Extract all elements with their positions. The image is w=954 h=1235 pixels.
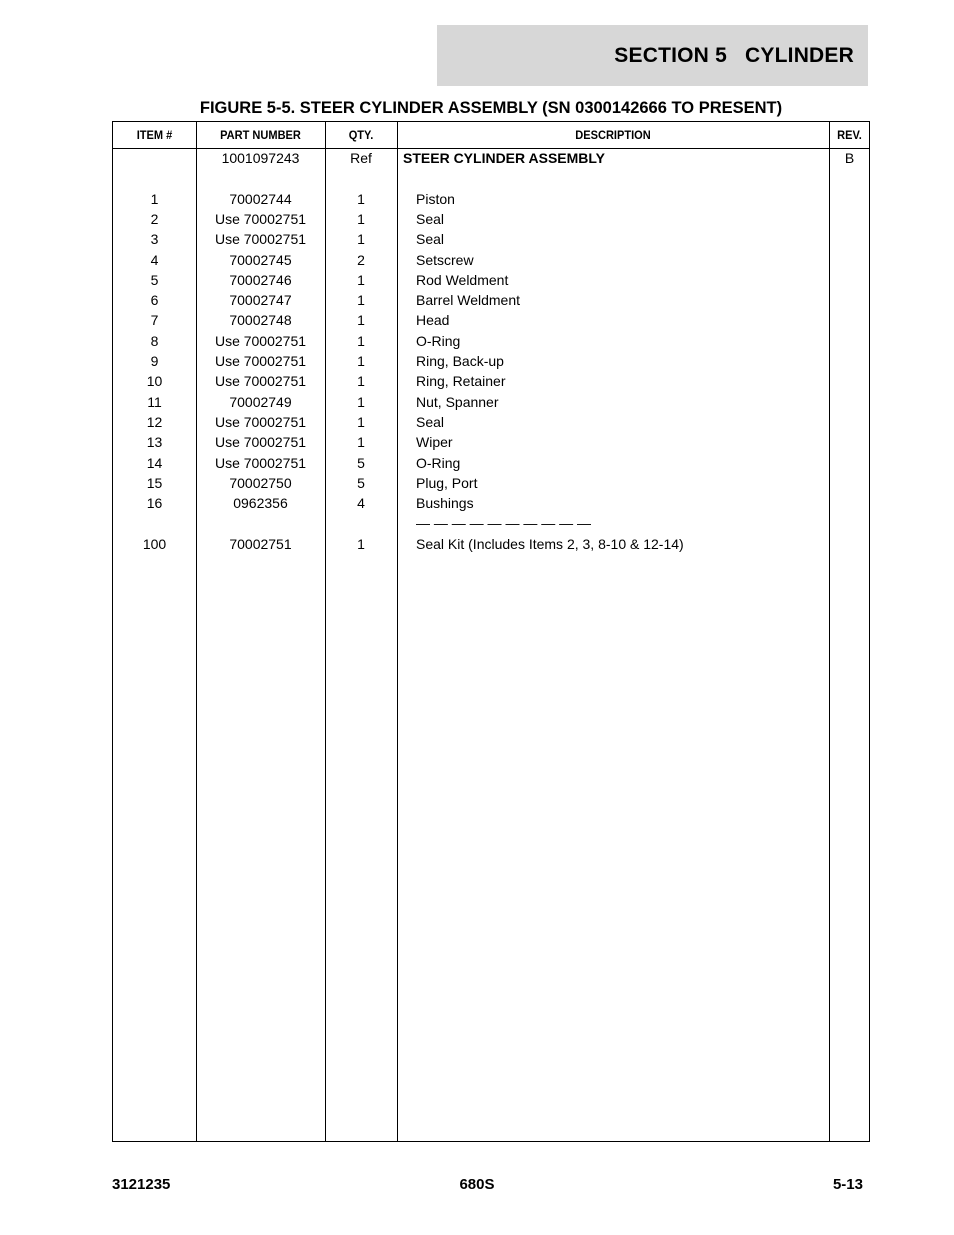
header-part-number: PART NUMBER <box>220 128 301 142</box>
part-number: Use 70002751 <box>214 373 307 390</box>
section-title: SECTION 5 CYLINDER <box>614 43 854 67</box>
part-number: 70002744 <box>229 190 292 207</box>
item-number: 2 <box>150 210 159 227</box>
table-row <box>113 513 869 533</box>
item-number: 5 <box>150 271 159 288</box>
header-description: DESCRIPTION <box>575 128 651 142</box>
item-number: 11 <box>147 393 162 410</box>
table-row <box>113 290 869 310</box>
quantity: 4 <box>357 495 365 512</box>
part-number: 70002751 <box>229 535 292 552</box>
quantity: 5 <box>357 474 365 491</box>
part-number: 0962356 <box>233 495 288 512</box>
part-number: Use 70002751 <box>214 413 307 430</box>
table-row <box>113 412 869 432</box>
header-item: ITEM # <box>136 128 173 142</box>
description: Ring, Retainer <box>416 373 506 390</box>
part-number: Use 70002751 <box>214 231 307 248</box>
quantity: 5 <box>357 454 365 471</box>
description: Nut, Spanner <box>416 393 499 410</box>
description: Seal <box>416 413 445 430</box>
description: Ring, Back-up <box>416 353 504 369</box>
table-row <box>113 453 869 473</box>
table-row <box>113 493 869 513</box>
description: STEER CYLINDER ASSEMBLY <box>403 150 605 166</box>
part-number: Use 70002751 <box>214 332 307 349</box>
description: Wiper <box>416 434 453 451</box>
item-number: 1 <box>150 190 159 207</box>
quantity: 2 <box>357 251 365 268</box>
item-number: 13 <box>146 434 163 451</box>
quantity: 1 <box>357 413 365 430</box>
item-number: 15 <box>146 474 163 491</box>
quantity: 1 <box>357 434 365 451</box>
table-row <box>113 371 869 391</box>
table-row <box>113 432 869 452</box>
quantity: 1 <box>357 190 365 207</box>
section-header <box>437 25 868 86</box>
table-row <box>113 392 869 412</box>
footer-model: 680S <box>459 1176 495 1193</box>
item-number: 8 <box>150 332 159 349</box>
description: Piston <box>416 190 455 207</box>
description: Seal <box>416 210 445 227</box>
figure-title: FIGURE 5-5. STEER CYLINDER ASSEMBLY (SN 0300142666 TO PRESENT) <box>199 99 783 117</box>
quantity: 1 <box>357 393 365 410</box>
quantity: 1 <box>357 210 365 227</box>
table-row <box>113 189 869 209</box>
item-number: 4 <box>150 251 159 268</box>
table-row <box>113 270 869 290</box>
quantity: 1 <box>357 312 365 329</box>
description: O-Ring <box>416 454 461 471</box>
item-number: 12 <box>146 413 163 430</box>
description: Head <box>416 312 450 329</box>
description: O-Ring <box>416 332 461 349</box>
item-number: 9 <box>150 353 159 369</box>
table-row <box>113 148 869 168</box>
table-row <box>113 229 869 249</box>
part-number: 70002748 <box>229 312 292 329</box>
part-number: Use 70002751 <box>214 210 307 227</box>
description: Plug, Port <box>416 474 478 491</box>
item-number: 16 <box>146 495 163 512</box>
table-row <box>113 168 869 188</box>
description: Setscrew <box>416 251 474 268</box>
table-row <box>113 209 869 229</box>
description: Seal <box>416 231 445 248</box>
table-row <box>113 250 869 270</box>
part-number: Use 70002751 <box>214 353 307 369</box>
part-number: Use 70002751 <box>214 434 307 451</box>
description: Seal Kit (Includes Items 2, 3, 8-10 & 12-14) <box>416 535 684 552</box>
table-row <box>113 310 869 330</box>
footer-doc-number: 3121235 <box>112 1176 171 1193</box>
quantity: 1 <box>357 373 365 390</box>
item-number: 14 <box>146 454 163 471</box>
item-number: 10 <box>146 373 163 390</box>
revision: B <box>844 150 855 166</box>
header-rev: REV. <box>837 128 862 142</box>
quantity: 1 <box>357 271 365 288</box>
header-qty: QTY. <box>348 128 374 142</box>
parts-table <box>112 121 870 1142</box>
part-number: 70002747 <box>229 292 292 309</box>
part-number: 70002749 <box>229 393 292 410</box>
table-row <box>113 331 869 351</box>
item-number: 100 <box>142 535 167 552</box>
quantity: 1 <box>357 353 365 369</box>
item-number: 7 <box>150 312 159 329</box>
quantity: 1 <box>357 231 365 248</box>
quantity: Ref <box>350 150 372 166</box>
description: — — — — — — — — — — <box>416 515 592 532</box>
part-number: 70002745 <box>229 251 292 268</box>
table-row <box>113 351 869 371</box>
quantity: 1 <box>357 292 365 309</box>
quantity: 1 <box>357 332 365 349</box>
description: Rod Weldment <box>416 271 509 288</box>
footer-page-number: 5-13 <box>832 1176 863 1193</box>
description: Barrel Weldment <box>416 292 521 309</box>
part-number: 70002750 <box>229 474 292 491</box>
item-number: 3 <box>150 231 159 248</box>
quantity: 1 <box>357 535 365 552</box>
part-number: 70002746 <box>229 271 292 288</box>
table-row <box>113 534 869 554</box>
table-row <box>113 473 869 493</box>
item-number: 6 <box>150 292 159 309</box>
description: Bushings <box>416 495 474 512</box>
part-number: 1001097243 <box>221 150 300 166</box>
part-number: Use 70002751 <box>214 454 307 471</box>
